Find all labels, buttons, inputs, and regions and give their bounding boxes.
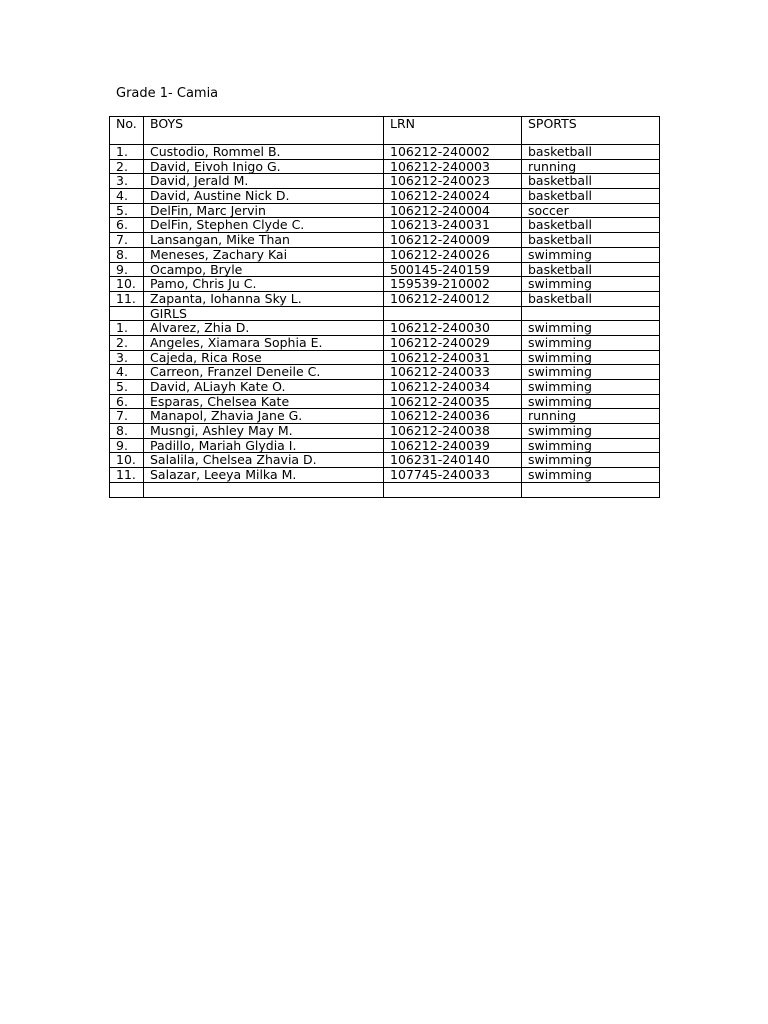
cell-lrn: 106212-240003 bbox=[384, 159, 522, 174]
cell-name: DelFin, Marc Jervin bbox=[144, 203, 384, 218]
cell-lrn: 106212-240034 bbox=[384, 380, 522, 395]
cell-sport: swimming bbox=[522, 453, 660, 468]
table-row bbox=[110, 424, 660, 439]
cell-no: 9. bbox=[110, 262, 144, 277]
cell-name: Zapanta, Iohanna Sky L. bbox=[144, 291, 384, 306]
table-row bbox=[110, 218, 660, 233]
cell-name: Lansangan, Mike Than bbox=[144, 233, 384, 248]
cell-sport: swimming bbox=[522, 247, 660, 262]
page-title: Grade 1- Camia bbox=[116, 86, 219, 101]
cell-no: 8. bbox=[110, 247, 144, 262]
cell-lrn: 106212-240035 bbox=[384, 394, 522, 409]
cell-lrn: 106212-240030 bbox=[384, 321, 522, 336]
cell-sport: swimming bbox=[522, 424, 660, 439]
cell-sport: swimming bbox=[522, 380, 660, 395]
cell-lrn: 500145-240159 bbox=[384, 262, 522, 277]
cell-no: 2. bbox=[110, 335, 144, 350]
table-row bbox=[110, 453, 660, 468]
table-row bbox=[110, 394, 660, 409]
cell-name: Carreon, Franzel Deneile C. bbox=[144, 365, 384, 380]
cell-lrn: 106231-240140 bbox=[384, 453, 522, 468]
table-row bbox=[110, 438, 660, 453]
cell-lrn: 107745-240033 bbox=[384, 468, 522, 483]
cell-sport: swimming bbox=[522, 438, 660, 453]
cell-lrn: 106212-240031 bbox=[384, 350, 522, 365]
cell-sport: swimming bbox=[522, 468, 660, 483]
table-row bbox=[110, 468, 660, 483]
cell-no: 9. bbox=[110, 438, 144, 453]
cell-name: Meneses, Zachary Kai bbox=[144, 247, 384, 262]
cell-name: Alvarez, Zhia D. bbox=[144, 321, 384, 336]
cell-name: David, Austine Nick D. bbox=[144, 189, 384, 204]
table-row bbox=[110, 350, 660, 365]
cell-name: David, Eivoh Inigo G. bbox=[144, 159, 384, 174]
cell-name: Pamo, Chris Ju C. bbox=[144, 277, 384, 292]
cell-lrn: 159539-210002 bbox=[384, 277, 522, 292]
cell-lrn: 106212-240024 bbox=[384, 189, 522, 204]
cell-sport: swimming bbox=[522, 394, 660, 409]
cell-name: David, ALiayh Kate O. bbox=[144, 380, 384, 395]
cell-name: Angeles, Xiamara Sophia E. bbox=[144, 335, 384, 350]
table-header-row bbox=[110, 117, 660, 145]
cell-lrn: 106212-240009 bbox=[384, 233, 522, 248]
empty-row bbox=[110, 482, 660, 497]
table-row bbox=[110, 174, 660, 189]
cell-sport: swimming bbox=[522, 365, 660, 380]
cell-name: Musngi, Ashley May M. bbox=[144, 424, 384, 439]
cell-no: 7. bbox=[110, 409, 144, 424]
cell-name: DelFin, Stephen Clyde C. bbox=[144, 218, 384, 233]
cell-no: 8. bbox=[110, 424, 144, 439]
table-row bbox=[110, 203, 660, 218]
cell-lrn: 106212-240039 bbox=[384, 438, 522, 453]
cell-sport: swimming bbox=[522, 277, 660, 292]
table-row bbox=[110, 233, 660, 248]
cell-no: 5. bbox=[110, 203, 144, 218]
cell-name: Padillo, Mariah Glydia I. bbox=[144, 438, 384, 453]
cell-sport: basketball bbox=[522, 189, 660, 204]
cell-name: Cajeda, Rica Rose bbox=[144, 350, 384, 365]
cell-name: Salalila, Chelsea Zhavia D. bbox=[144, 453, 384, 468]
cell-sport: running bbox=[522, 409, 660, 424]
table-row bbox=[110, 380, 660, 395]
cell-no: 5. bbox=[110, 380, 144, 395]
table-row bbox=[110, 321, 660, 336]
cell-sport bbox=[522, 306, 660, 321]
cell-lrn: 106212-240004 bbox=[384, 203, 522, 218]
cell-no: 11. bbox=[110, 468, 144, 483]
cell-no: 1. bbox=[110, 145, 144, 160]
cell-lrn: 106212-240029 bbox=[384, 335, 522, 350]
cell-sport: basketball bbox=[522, 291, 660, 306]
cell-sport: basketball bbox=[522, 233, 660, 248]
table-row bbox=[110, 365, 660, 380]
cell-no bbox=[110, 306, 144, 321]
table-row bbox=[110, 335, 660, 350]
cell-sport: basketball bbox=[522, 174, 660, 189]
cell-sport: swimming bbox=[522, 335, 660, 350]
roster-table-body bbox=[110, 117, 660, 498]
cell-no: 4. bbox=[110, 365, 144, 380]
cell-lrn: 106212-240033 bbox=[384, 365, 522, 380]
roster-table bbox=[109, 116, 660, 498]
cell-name: Salazar, Leeya Milka M. bbox=[144, 468, 384, 483]
header-boys: BOYS bbox=[144, 117, 384, 145]
table-row bbox=[110, 409, 660, 424]
cell-no: 6. bbox=[110, 218, 144, 233]
cell-sport: basketball bbox=[522, 262, 660, 277]
cell-name: Custodio, Rommel B. bbox=[144, 145, 384, 160]
cell-no: 6. bbox=[110, 394, 144, 409]
table-row bbox=[110, 291, 660, 306]
cell-name bbox=[144, 482, 384, 497]
cell-lrn: 106212-240026 bbox=[384, 247, 522, 262]
cell-sport: basketball bbox=[522, 218, 660, 233]
cell-name: Manapol, Zhavia Jane G. bbox=[144, 409, 384, 424]
cell-lrn: 106212-240002 bbox=[384, 145, 522, 160]
cell-name: Ocampo, Bryle bbox=[144, 262, 384, 277]
cell-lrn: 106213-240031 bbox=[384, 218, 522, 233]
cell-no: 2. bbox=[110, 159, 144, 174]
header-no: No. bbox=[110, 117, 144, 145]
header-sports: SPORTS bbox=[522, 117, 660, 145]
cell-name: Esparas, Chelsea Kate bbox=[144, 394, 384, 409]
cell-sport: running bbox=[522, 159, 660, 174]
table-row bbox=[110, 145, 660, 160]
cell-no bbox=[110, 482, 144, 497]
table-row bbox=[110, 262, 660, 277]
table-row bbox=[110, 247, 660, 262]
girls-section-label: GIRLS bbox=[144, 306, 384, 321]
cell-lrn: 106212-240023 bbox=[384, 174, 522, 189]
header-lrn: LRN bbox=[384, 117, 522, 145]
cell-no: 10. bbox=[110, 453, 144, 468]
girls-section-row bbox=[110, 306, 660, 321]
table-row bbox=[110, 277, 660, 292]
cell-sport: swimming bbox=[522, 321, 660, 336]
cell-sport: swimming bbox=[522, 350, 660, 365]
cell-no: 3. bbox=[110, 174, 144, 189]
cell-no: 7. bbox=[110, 233, 144, 248]
cell-sport bbox=[522, 482, 660, 497]
table-row bbox=[110, 189, 660, 204]
table-row bbox=[110, 159, 660, 174]
cell-lrn: 106212-240012 bbox=[384, 291, 522, 306]
cell-lrn: 106212-240036 bbox=[384, 409, 522, 424]
cell-no: 11. bbox=[110, 291, 144, 306]
cell-no: 3. bbox=[110, 350, 144, 365]
cell-sport: basketball bbox=[522, 145, 660, 160]
cell-lrn: 106212-240038 bbox=[384, 424, 522, 439]
cell-sport: soccer bbox=[522, 203, 660, 218]
cell-lrn bbox=[384, 482, 522, 497]
cell-no: 1. bbox=[110, 321, 144, 336]
cell-no: 10. bbox=[110, 277, 144, 292]
cell-name: David, Jerald M. bbox=[144, 174, 384, 189]
cell-lrn bbox=[384, 306, 522, 321]
cell-no: 4. bbox=[110, 189, 144, 204]
